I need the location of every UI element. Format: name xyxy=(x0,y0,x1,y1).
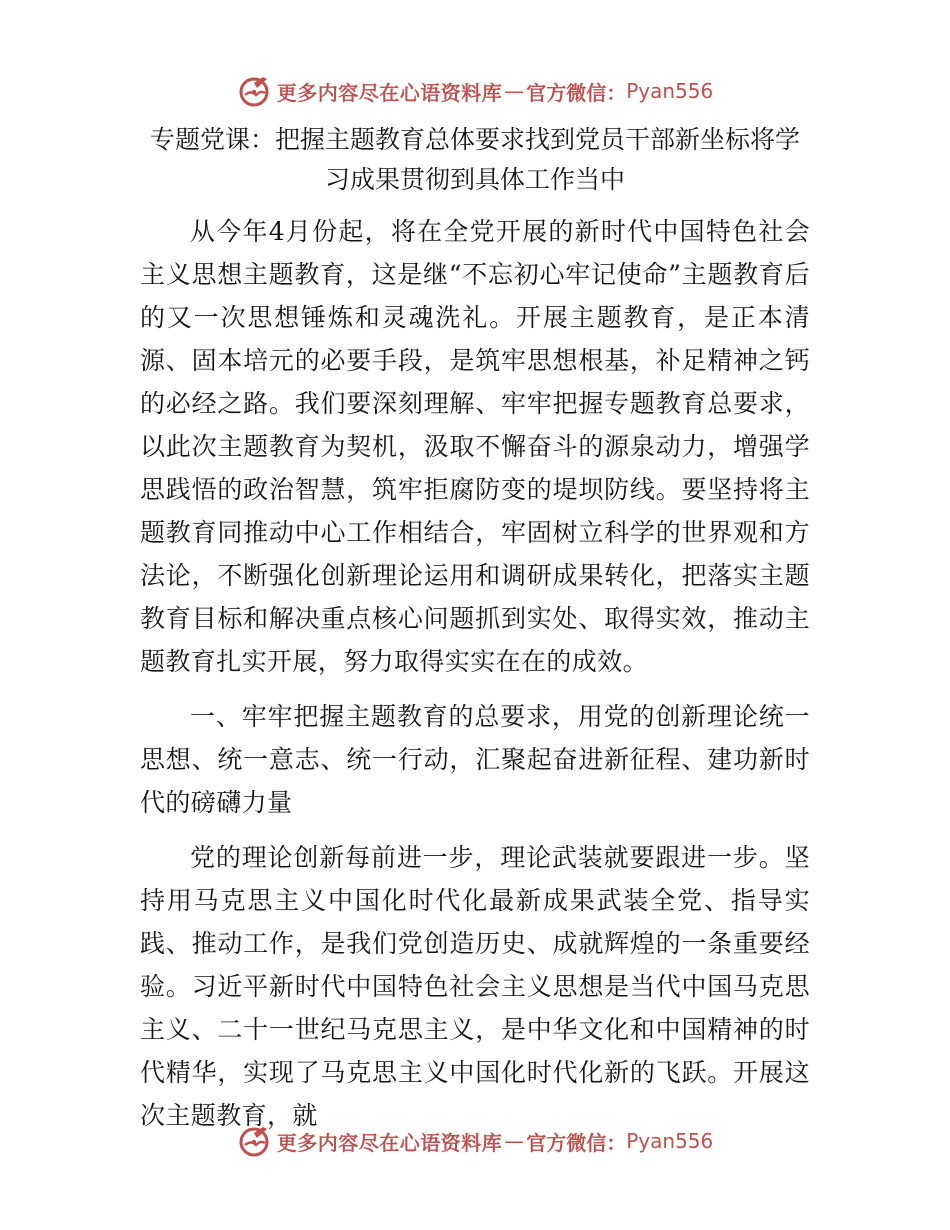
watermark-text: 更多内容尽在心语资料库 xyxy=(276,80,503,105)
document-title: 专题党课：把握主题教育总体要求找到党员干部新坐标将学习成果贯彻到具体工作当中 xyxy=(149,125,800,194)
section-heading-1: 一、牢牢把握主题教育的总要求，用党的创新理论统一思想、统一意志、统一行动，汇聚起奋进新征程、建功新时代的磅礴力量 xyxy=(140,702,810,817)
book-quill-logo-icon xyxy=(237,73,273,109)
watermark-separator: — xyxy=(504,79,525,103)
watermark-separator: — xyxy=(504,1129,525,1153)
watermark-contact-id: Pyan556 xyxy=(626,79,714,103)
watermark-contact-label: 官方微信： xyxy=(526,80,627,105)
book-quill-logo-icon xyxy=(237,1123,273,1159)
watermark-text: 更多内容尽在心语资料库 xyxy=(276,1130,503,1155)
paragraph-intro: 从今年4月份起，将在全党开展的新时代中国特色社会主义思想主题教育，这是继“不忘初心牢记使命”主题教育后的又一次思想锤炼和灵魂洗礼。开展主题教育，是正本清源、固本培元的必要手段，是筑牢思想根基，补足精神之钙的必经之路。我们要深刻理解、牢牢把握专题教育总要求，以此次主题教育为契机，汲取不懈奋斗的源泉动力，增强学思践悟的政治智慧，筑牢拒腐防变的堤坝防线。要坚持将主题教育同推动中心工作相结合，牢固树立科学的世界观和方法论，不断强化创新理论运用和调研成果转化，把落实主题教育目标和解决重点核心问题抓到实处、取得实效，推动主题教育扎实开展，努力取得实实在在的成效。 xyxy=(140,217,810,676)
document-body xyxy=(140,210,810,1137)
watermark-header xyxy=(0,71,950,111)
watermark-footer xyxy=(0,1121,950,1161)
watermark-contact-label: 官方微信： xyxy=(526,1130,627,1155)
paragraph-section-1: 党的理论创新每前进一步，理论武装就要跟进一步。坚持用马克思主义中国化时代化最新成果武装全党、指导实践、推动工作，是我们党创造历史、成就辉煌的一条重要经验。习近平新时代中国特色社会主义思想是当代中国马克思主义、二十一世纪马克思主义，是中华文化和中国精神的时代精华，实现了马克思主义中国化时代化新的飞跃。开展这次主题教育，就 xyxy=(140,843,810,1130)
watermark-contact-id: Pyan556 xyxy=(626,1129,714,1153)
